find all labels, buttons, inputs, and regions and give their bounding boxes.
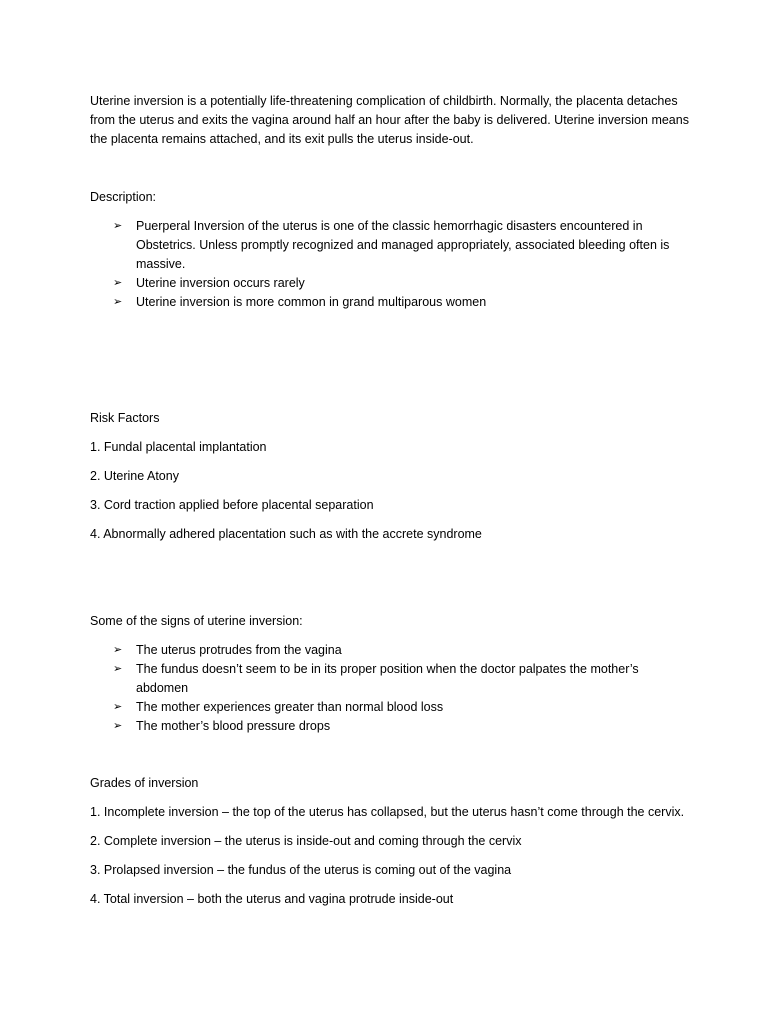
list-item: 3. Cord traction applied before placental separation: [90, 498, 374, 512]
list-item: [113, 293, 688, 312]
list-item: [113, 641, 688, 660]
arrowhead-bullet-icon: ➢: [113, 720, 123, 732]
list-item-text: The uterus protrudes from the vagina: [136, 643, 342, 657]
signs-list: [113, 641, 688, 736]
list-item: 2. Uterine Atony: [90, 469, 179, 483]
list-item: [113, 717, 688, 736]
list-item: 4. Total inversion – both the uterus and vagina protrude inside-out: [90, 892, 454, 906]
list-item: 3. Prolapsed inversion – the fundus of the uterus is coming out of the vagina: [90, 863, 512, 877]
list-item: 1. Incomplete inversion – the top of the uterus has collapsed, but the uterus hasn’t come through the cervix.: [90, 805, 685, 819]
list-item: [113, 274, 688, 293]
list-item: 1. Fundal placental implantation: [90, 440, 267, 454]
intro-paragraph: [90, 92, 690, 149]
grades-heading: Grades of inversion: [90, 776, 199, 790]
arrowhead-bullet-icon: ➢: [113, 701, 123, 713]
list-item: 2. Complete inversion – the uterus is inside-out and coming through the cervix: [90, 834, 522, 848]
arrowhead-bullet-icon: ➢: [113, 644, 123, 656]
list-item-text: The mother experiences greater than normal blood loss: [136, 700, 444, 714]
risk-factors-list: [90, 438, 690, 544]
risk-factors-heading-block: [90, 409, 690, 428]
arrowhead-bullet-icon: ➢: [113, 296, 123, 308]
list-item-text: Puerperal Inversion of the uterus is one of the classic hemorrhagic disasters encountered in Obstetrics. Unless promptly recognized and managed appropriately, associated bleeding often is massive.: [136, 219, 670, 271]
list-item-text: The mother’s blood pressure drops: [136, 719, 331, 733]
signs-heading: Some of the signs of uterine inversion:: [90, 614, 303, 628]
list-item: [113, 698, 688, 717]
list-item: 4. Abnormally adhered placentation such as with the accrete syndrome: [90, 527, 482, 541]
arrowhead-bullet-icon: ➢: [113, 220, 123, 232]
signs-heading-block: [90, 612, 690, 631]
arrowhead-bullet-icon: ➢: [113, 277, 123, 289]
description-heading: Description:: [90, 190, 156, 204]
arrowhead-bullet-icon: ➢: [113, 663, 123, 675]
list-item-text: Uterine inversion is more common in grand multiparous women: [136, 295, 487, 309]
list-item-text: Uterine inversion occurs rarely: [136, 276, 305, 290]
list-item: [113, 660, 688, 698]
list-item-text: The fundus doesn’t seem to be in its proper position when the doctor palpates the mother’s abdomen: [136, 662, 639, 695]
grades-heading-block: [90, 774, 690, 793]
risk-factors-heading: Risk Factors: [90, 411, 160, 425]
grades-list: [90, 803, 690, 909]
intro-text: Uterine inversion is a potentially life-threatening complication of childbirth. Normally, the placenta detaches from the uterus and exits the vagina around half an hour after the baby is delivered. Uterine inversion means the placenta remains attached, and its exit pulls the uterus inside-out.: [90, 94, 689, 146]
description-list: [113, 217, 688, 312]
list-item: [113, 217, 688, 274]
description-heading-block: [90, 188, 690, 207]
